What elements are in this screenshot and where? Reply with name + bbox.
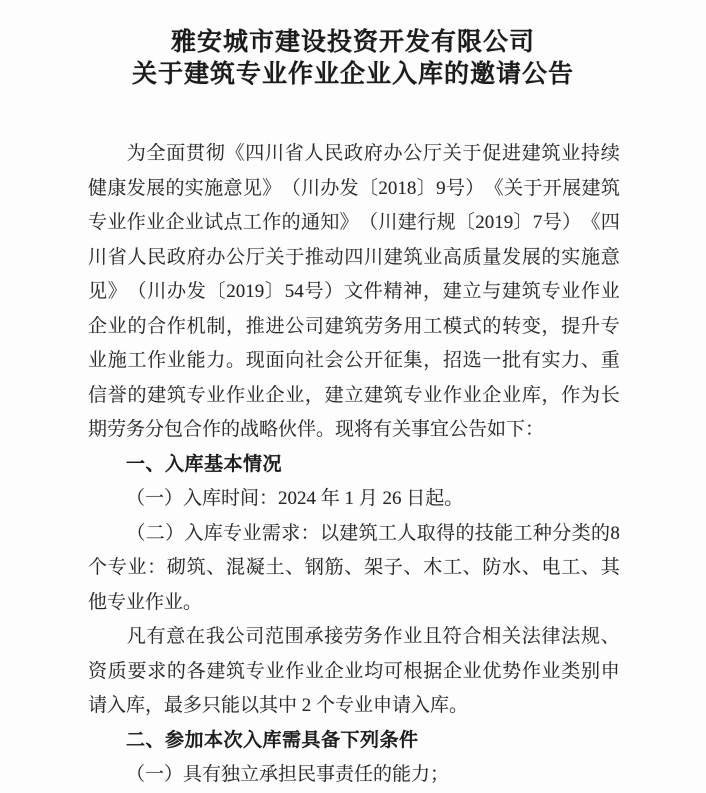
text-line: （ 二 ） 入 库 专 业 需 求 ： 以 建 筑 工 人 取 得 的 技 能 工 种 分 类 的 8 [126, 522, 620, 544]
text-line: 业 施 工 作 业 能 力 。 现 面 向 社 会 公 开 征 集 ， 招 选 一 批 有 实 力 、 重 [88, 350, 620, 371]
text-line: 见 》 （ 川 办 发 〔 2019 〕 54 号 ） 文 件 精 神 ， 建 立 与 建 筑 专 业 作 业 [88, 281, 620, 302]
text-line: （一）入库时间：2024 年 1 月 26 日起。 [126, 488, 464, 509]
section-heading: 一、入库基本情况 [126, 453, 283, 475]
text-line: 专 业 作 业 企 业 试 点 工 作 的 通 知 》 （ 川 建 行 规 〔 2019 〕 7 号 ） 《 四 [88, 212, 620, 233]
text-line: 川 省 人 民 政 府 办 公 厅 关 于 推 动 四 川 建 筑 业 高 质 量 发 展 的 实 施 意 [88, 246, 620, 268]
text-line: 健 康 发 展 的 实 施 意 见 》 （ 川 办 发 〔 2018 〕 9 号 ） 《 关 于 开 展 建 筑 [88, 177, 620, 199]
text-line: 信 誉 的 建 筑 专 业 作 业 企 业 ， 建 立 建 筑 专 业 作 业 企 业 库 ， 作 为 长 [88, 384, 620, 406]
text-line: 凡 有 意 在 我 公 司 范 围 承 接 劳 务 作 业 且 符 合 相 关 法 律 法 规 、 [126, 626, 620, 647]
text-line: 为 全 面 贯 彻 《 四 川 省 人 民 政 府 办 公 厅 关 于 促 进 建 筑 业 持 续 [126, 143, 620, 164]
text-line: 企 业 的 合 作 机 制 ， 推 进 公 司 建 筑 劳 务 用 工 模 式 的 转 变 ， 提 升 专 [88, 315, 620, 337]
text-line: 他专业作业。 [88, 591, 203, 613]
document-body [88, 137, 620, 793]
document-title [0, 0, 706, 91]
section-heading: 二、参加本次入库需具备下列条件 [126, 729, 419, 751]
text-line: 期劳务分包合作的战略伙伴。现将有关事宜公告如下： [88, 419, 545, 440]
text-line: （一）具有独立承担民事责任的能力； [126, 764, 450, 785]
title-line-1: 雅安城市建设投资开发有限公司 [170, 29, 535, 56]
text-line: 资 质 要 求 的 各 建 筑 专 业 作 业 企 业 均 可 根 据 企 业 优 势 作 业 类 别 申 [88, 660, 620, 682]
text-line: 请入库，最多只能以其中 2 个专业申请入库。 [88, 695, 469, 716]
text-line: 个 专 业 ： 砌 筑 、 混 凝 土 、 钢 筋 、 架 子 、 木 工 、 防 水 、 电 工 、 其 [88, 557, 620, 578]
title-line-2: 关于建筑专业作业企业入库的邀请公告 [131, 61, 574, 88]
